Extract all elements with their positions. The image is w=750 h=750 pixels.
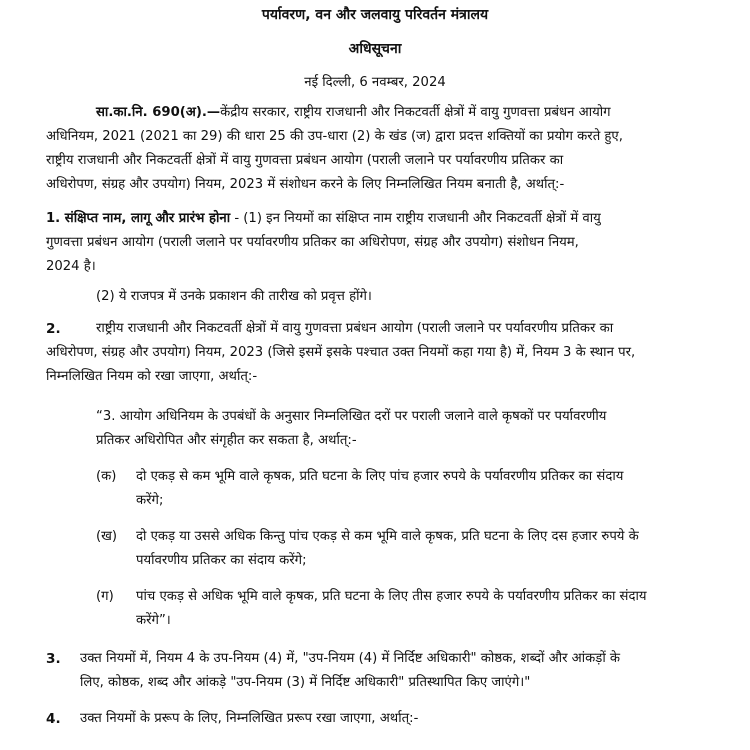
preamble-line-2: अधिनियम, 2021 (2021 का 29) की धारा 25 की उप-धारा (2) के खंड (ज) द्वारा प्रदत्त शक्तियों का प्रयोग करते हुए,	[46, 129, 623, 144]
preamble-line-4: अधिरोपण, संग्रह और उपयोग) नियम, 2023 में संशोधन करने के लिए निम्नलिखित नियम बनाती है, अर्थात्:-	[46, 177, 565, 192]
rule-1-text-1: - (1) इन नियमों का संक्षिप्त नाम राष्ट्रीय राजधानी और निकटवर्ती क्षेत्रों में वायु	[230, 211, 601, 226]
gsr-reference: सा.का.नि. 690(अ).—	[96, 105, 221, 120]
notification-heading: अधिसूचना	[348, 41, 402, 57]
clause-ka-line-1: दो एकड़ से कम भूमि वाले कृषक, प्रति घटना के लिए पांच हजार रुपये के पर्यावरणीय प्रतिकर का संदाय	[136, 469, 624, 484]
rule-3-number: 3.	[46, 651, 61, 667]
preamble-line-1	[96, 104, 611, 122]
rule-1-line-2: गुणवत्ता प्रबंधन आयोग (पराली जलाने पर पर्यावरणीय प्रतिकर का अधिरोपण, संग्रह और उपयोग) संशोधन नियम,	[46, 235, 579, 250]
preamble-line-3: राष्ट्रीय राजधानी और निकटवर्ती क्षेत्रों में वायु गुणवत्ता प्रबंधन आयोग (पराली जलाने पर पर्यावरणीय प्रतिकर का	[46, 153, 564, 168]
rule-2-line-2: अधिरोपण, संग्रह और उपयोग) नियम, 2023 (जिसे इसमें इसके पश्चात उक्त नियमों कहा गया है) में, नियम 3 के स्थान पर,	[46, 345, 636, 360]
rule-2-line-3: निम्नलिखित नियम को रखा जाएगा, अर्थात्:-	[46, 369, 258, 384]
rule-2-line-1: राष्ट्रीय राजधानी और निकटवर्ती क्षेत्रों में वायु गुणवत्ता प्रबंधन आयोग (पराली जलाने पर पर्यावरणीय प्रतिकर का	[96, 321, 614, 336]
quoted-rule-line-1: “3. आयोग अधिनियम के उपबंधों के अनुसार निम्नलिखित दरों पर पराली जलाने वाले कृषकों पर पर्यावरणीय	[96, 409, 607, 424]
ministry-title: पर्यावरण, वन और जलवायु परिवर्तन मंत्रालय	[261, 7, 489, 23]
clause-ga-line-1: पांच एकड़ से अधिक भूमि वाले कृषक, प्रति घटना के लिए तीस हजार रुपये के पर्यावरणीय प्रतिकर का संदाय	[136, 589, 647, 604]
rule-4-number: 4.	[46, 711, 61, 727]
rule-1-heading: 1. संक्षिप्त नाम, लागू और प्रारंभ होना	[46, 211, 231, 226]
place-date: नई दिल्ली, 6 नवम्बर, 2024	[304, 75, 446, 90]
rule-4-line-1: उक्त नियमों के प्ररूप के लिए, निम्नलिखित प्ररूप रखा जाएगा, अर्थात्:-	[80, 711, 419, 726]
rule-3-line-1: उक्त नियमों में, नियम 4 के उप-नियम (4) में, "उप-नियम (4) में निर्दिष्ट अधिकारी" कोष्ठक, शब्दों और आंकड़ों के	[80, 651, 621, 666]
preamble-text-1: केंद्रीय सरकार, राष्ट्रीय राजधानी और निकटवर्ती क्षेत्रों में वायु गुणवत्ता प्रबंधन आयोग	[220, 105, 611, 120]
clause-kha-line-2: पर्यावरणीय प्रतिकर का संदाय करेंगे;	[136, 553, 307, 568]
clause-kha-label: (ख)	[96, 529, 118, 544]
rule-2-number: 2.	[46, 321, 61, 337]
clause-ka-label: (क)	[96, 469, 117, 484]
rule-1-line-1	[46, 210, 601, 228]
clause-ga-line-2: करेंगे”।	[136, 613, 171, 628]
rule-1-line-3: 2024 है।	[46, 259, 96, 274]
clause-ga-label: (ग)	[96, 589, 114, 604]
clause-ka-line-2: करेंगे;	[136, 493, 164, 508]
clause-kha-line-1: दो एकड़ या उससे अधिक किन्तु पांच एकड़ से कम भूमि वाले कृषक, प्रति घटना के लिए दस हजार रुपये के	[136, 529, 639, 544]
rule-1-sub-2: (2) ये राजपत्र में उनके प्रकाशन की तारीख को प्रवृत्त होंगे।	[96, 289, 372, 304]
rule-3-line-2: लिए, कोष्ठक, शब्द और आंकड़े "उप-नियम (3) में निर्दिष्ट अधिकारी" प्रतिस्थापित किए जाएंगे।"	[80, 675, 531, 690]
quoted-rule-line-2: प्रतिकर अधिरोपित और संगृहीत कर सकता है, अर्थात्:-	[96, 433, 357, 448]
